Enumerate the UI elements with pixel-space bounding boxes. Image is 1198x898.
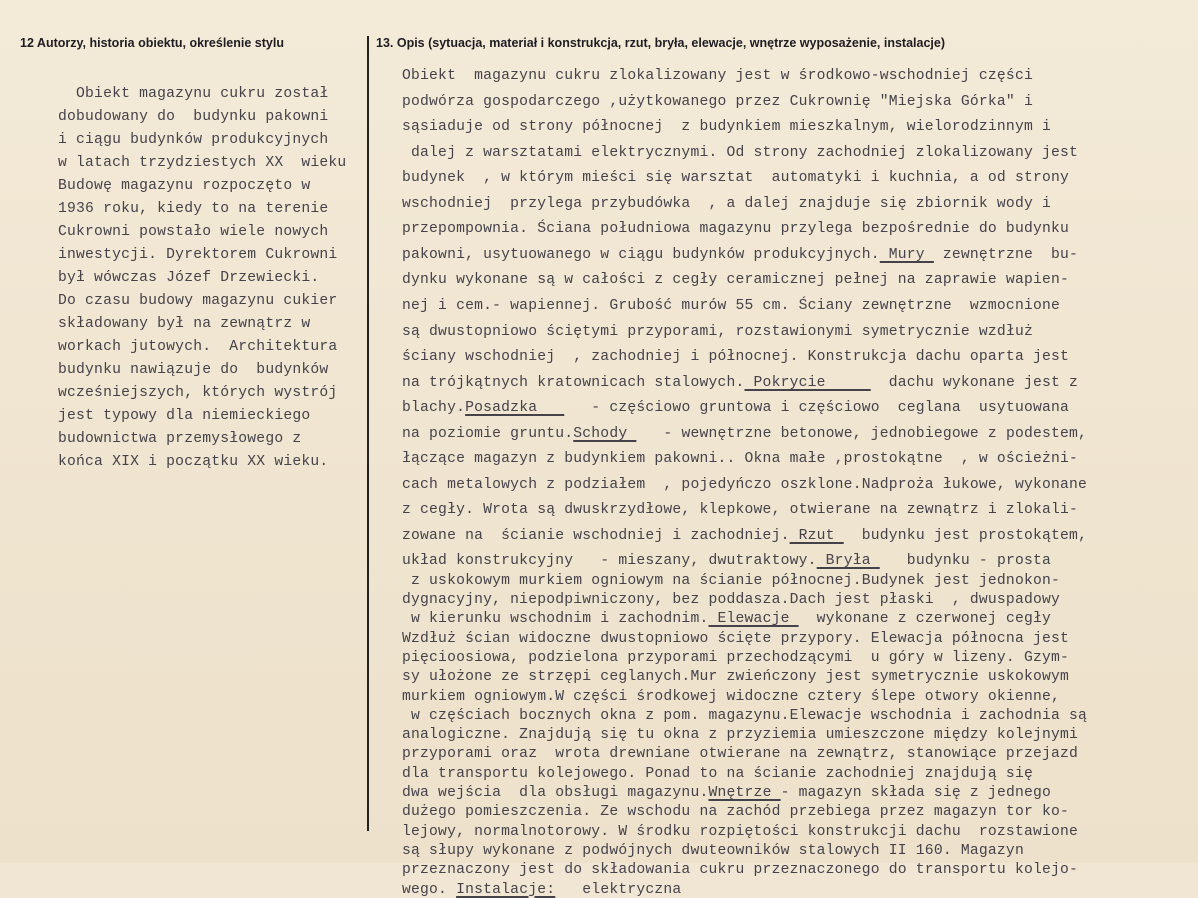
history-line: inwestycji. Dyrektorem Cukrowni <box>58 247 338 263</box>
description-line <box>402 349 1069 365</box>
description-line <box>402 862 1078 878</box>
description-line <box>402 785 1051 801</box>
history-line: składowany był na zewnątrz w <box>58 316 311 332</box>
text-segment: zewnętrzne bu- <box>933 246 1079 263</box>
text-segment: murkiem ogniowym.W części środkowej widoczne cztery ślepe otwory okienne, <box>402 688 1061 705</box>
history-line: budownictwa przemysłowego z <box>58 431 302 447</box>
description-line <box>402 451 1078 467</box>
description-line <box>402 272 1069 288</box>
history-line: Do czasu budowy magazynu cukier <box>58 293 338 309</box>
history-line: końca XIX i początku XX wieku. <box>58 454 329 470</box>
text-segment: dygnacyjny, niepodpiwniczony, bez poddasza.Dach jest płaski , dwuspadowy <box>402 592 1061 609</box>
description-line <box>402 843 1024 859</box>
description-line <box>402 804 1069 820</box>
section-13-header: 13. Opis (sytuacja, materiał i konstrukcja, rzut, bryła, elewacje, wnętrze wyposażenie, instalacje) <box>376 36 945 50</box>
description-line <box>402 708 1087 724</box>
description-line <box>402 882 681 898</box>
text-segment: sąsiaduje od strony północnej z budynkiem mieszkalnym, wielorodzinnym i <box>402 119 1052 136</box>
history-line: Obiekt magazynu cukru został <box>58 86 329 102</box>
text-segment: przepompownia. Ściana południowa magazynu przylega bezpośrednie do budynku <box>402 221 1070 238</box>
section-12-header: 12 Autorzy, historia obiektu, określenie stylu <box>20 36 284 50</box>
history-line: jest typowy dla niemieckiego <box>58 408 311 424</box>
text-segment: Obiekt magazynu cukru zlokalizowany jest w środkowo-wschodniej części <box>402 68 1033 84</box>
history-line: dobudowany do budynku pakowni <box>58 109 329 125</box>
text-segment: przyporami oraz wrota drewniane otwierane na zewnątrz, stanowiące przejazd <box>402 746 1079 763</box>
text-segment: budynku - prosta <box>879 553 1052 570</box>
description-line <box>402 528 1087 544</box>
text-segment: dla transportu kolejowego. Ponad to na ścianie zachodniej znajdują się <box>402 765 1033 782</box>
history-line: i ciągu budynków produkcyjnych <box>58 132 329 148</box>
text-segment: w kierunku wschodnim i zachodnim. <box>402 611 709 628</box>
underlined-heading: Bryła <box>816 553 880 570</box>
text-segment: z uskokowym murkiem ogniowym na ścianie północnej.Budynek jest jednokon- <box>402 572 1061 589</box>
description-line <box>402 669 1069 685</box>
text-segment: w częściach bocznych okna z pom. magazynu.Elewacje wschodnia i zachodnia są <box>402 707 1088 724</box>
description-line <box>402 766 1033 782</box>
description-line <box>402 611 1051 627</box>
text-segment: cach metalowych z podziałem , pojedyńczo oszklone.Nadproża łukowe, wykonane <box>402 476 1088 493</box>
text-segment: dynku wykonane są w całości z cegły ceramicznej pełnej na zaprawie wapien- <box>402 272 1070 289</box>
description-line <box>402 650 1069 666</box>
description-line <box>402 170 1069 186</box>
description-line <box>402 824 1078 840</box>
description-line <box>402 375 1078 391</box>
text-segment: układ konstrukcyjny - mieszany, dwutraktowy. <box>402 553 817 570</box>
text-segment: - częściowo gruntowa i częściowo ceglana usytuowana <box>564 400 1070 417</box>
text-segment: wykonane z czerwonej cegły <box>798 611 1052 628</box>
description-line <box>402 631 1069 647</box>
history-line: wcześniejszych, których wystrój <box>58 385 338 401</box>
text-segment: łączące magazyn z budynkiem pakowni.. Okna małe ,prostokątne , w ościeżni- <box>402 451 1079 468</box>
history-line: w latach trzydziestych XX wieku <box>58 155 347 171</box>
text-segment: nej i cem.- wapiennej. Grubość murów 55 cm. Ściany zewnętrzne wzmocnione <box>402 297 1061 314</box>
history-line: workach jutowych. Architektura <box>58 339 338 355</box>
description-line <box>402 592 1060 608</box>
underlined-heading: Wnętrze <box>708 785 781 802</box>
text-segment: analogiczne. Znajdują się tu okna z przyziemia umieszczone między kolejnymi <box>402 727 1079 744</box>
history-line: Cukrowni powstało wiele nowych <box>58 224 329 240</box>
underlined-heading: Posadzka <box>465 400 565 417</box>
text-segment: lejowy, normalnotorowy. W środku rozpiętości konstrukcji dachu rozstawione <box>402 823 1079 840</box>
underlined-heading: Schody <box>573 425 637 442</box>
underlined-heading: Instalacje: <box>456 881 556 898</box>
description-line <box>402 298 1060 314</box>
description-line <box>402 119 1051 135</box>
text-segment: dachu wykonane jest z <box>870 374 1079 391</box>
history-line: 1936 roku, kiedy to na terenie <box>58 201 329 217</box>
text-segment: pakowni, usytuowanego w ciągu budynków produkcyjnych. <box>402 246 880 263</box>
text-segment: dużego pomieszczenia. Ze wschodu na zachód przebiega przez magazyn tor ko- <box>402 804 1070 821</box>
description-line <box>402 324 1033 340</box>
description-line <box>402 221 1069 237</box>
description-line <box>402 727 1078 743</box>
description-line <box>402 196 1051 212</box>
underlined-heading: Pokrycie <box>744 374 871 391</box>
description-line <box>402 502 1078 518</box>
description-line <box>402 400 1069 416</box>
text-segment: z cegły. Wrota są dwuskrzydłowe, klepkowe, otwierane na zewnątrz i zlokali- <box>402 502 1079 519</box>
underlined-heading: Mury <box>879 246 934 263</box>
text-segment: sy ułożone ze strzępi ceglanych.Mur zwieńczony jest symetrycznie uskokowym <box>402 669 1070 686</box>
description-line <box>402 746 1078 762</box>
description-line <box>402 477 1087 493</box>
text-segment: na poziomie gruntu. <box>402 425 574 442</box>
history-line: Budowę magazynu rozpoczęto w <box>58 178 311 194</box>
text-segment: elektryczna <box>555 881 682 898</box>
description-line <box>402 145 1078 161</box>
description-line <box>402 68 1033 84</box>
text-segment: - magazyn składa się z jednego <box>780 785 1052 802</box>
text-segment: ściany wschodniej , zachodniej i północnej. Konstrukcja dachu oparta jest <box>402 349 1070 366</box>
underlined-heading: Elewacje <box>708 611 799 628</box>
text-segment: budynek , w którym mieści się warsztat automatyki i kuchnia, a od strony <box>402 170 1070 187</box>
history-line: budynku nawiązuje do budynków <box>58 362 329 378</box>
description-line <box>402 553 1051 569</box>
underlined-heading: Rzut <box>789 527 844 544</box>
text-segment: podwórza gospodarczego ,użytkowanego przez Cukrownię "Miejska Górka" i <box>402 93 1033 110</box>
description-line <box>402 94 1033 110</box>
text-segment: są słupy wykonane z podwójnych dwuteowników stalowych II 160. Magazyn <box>402 842 1024 859</box>
text-segment: blachy. <box>402 400 466 417</box>
description-line <box>402 573 1060 589</box>
text-segment: są dwustopniowo ściętymi przyporami, rozstawionymi symetrycznie wzdłuż <box>402 323 1033 340</box>
text-segment: Wzdłuż ścian widoczne dwustopniowo ścięte przypory. Elewacja północna jest <box>402 630 1070 647</box>
text-segment: zowane na ścianie wschodniej i zachodniej. <box>402 527 790 544</box>
text-segment: na trójkątnych kratownicach stalowych. <box>402 374 745 391</box>
text-segment: wschodniej przylega przybudówka , a dalej znajduje się zbiornik wody i <box>402 195 1052 212</box>
column-divider <box>367 36 369 831</box>
description-line <box>402 689 1060 705</box>
text-segment: - wewnętrzne betonowe, jednobiegowe z podestem, <box>636 425 1088 442</box>
text-segment: pięcioosiowa, podzielona przyporami przechodzącymi u góry w lizeny. Gzym- <box>402 649 1070 666</box>
description-line <box>402 247 1078 263</box>
history-line: był wówczas Józef Drzewiecki. <box>58 270 320 286</box>
text-segment: budynku jest prostokątem, <box>843 527 1088 544</box>
text-segment: wego. <box>402 881 457 898</box>
text-segment: dalej z warsztatami elektrycznymi. Od strony zachodniej zlokalizowany jest <box>402 144 1079 161</box>
text-segment: dwa wejścia dla obsługi magazynu. <box>402 785 709 802</box>
text-segment: przeznaczony jest do składowania cukru przeznaczonego do transportu kolejo- <box>402 862 1079 879</box>
description-line <box>402 426 1087 442</box>
